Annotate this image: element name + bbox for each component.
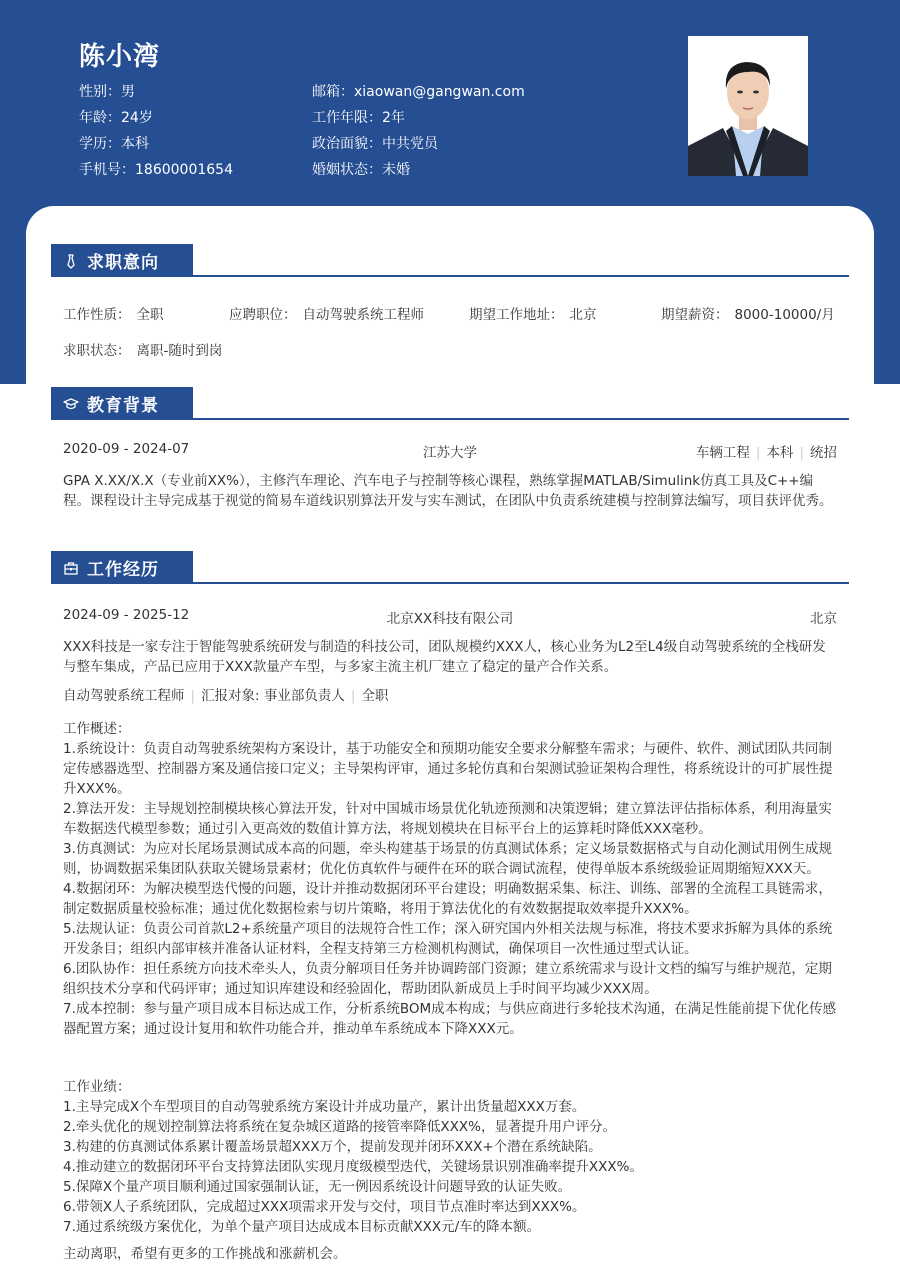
info-gender: 性别：男 xyxy=(79,84,135,100)
section-tab xyxy=(51,551,193,584)
overview-item: 5.法规认证：负责公司首款L2+系统量产项目的法规符合性工作；深入研究国内外相关法规与标准，将技术要求拆解为具体的系统开发条目；组织内部审核并准备认证材料，全程支持第三方检测机构测试，确保项目一次性通过型式认证。 xyxy=(63,921,833,957)
work-achievements xyxy=(63,1077,839,1237)
section-title: 求职意向 xyxy=(87,253,159,273)
section-title: 教育背景 xyxy=(87,396,159,416)
overview-item: 4.数据闭环：为解决模型迭代慢的问题，设计并推动数据闭环平台建设；明确数据采集、标注、训练、部署的全流程工具链需求，制定数据质量校验标准；通过优化数据检索与切片策略，将用于算法优化的有效数据提取效率提升XXX%。 xyxy=(63,881,832,917)
education-school: 江苏大学 xyxy=(423,445,477,461)
section-job-intention-header xyxy=(51,244,849,277)
field-job-type: 工作性质： 全职 xyxy=(63,307,164,323)
achievement-item: 7.通过系统级方案优化，为单个量产项目达成成本目标贡献XXX元/车的降本额。 xyxy=(63,1219,541,1235)
education-meta: 车辆工程 | 本科 | 统招 xyxy=(695,445,837,461)
overview-item: 1.系统设计：负责自动驾驶系统架构方案设计，基于功能安全和预期功能安全要求分解整车需求；与硬件、软件、测试团队共同制定传感器选型、控制器方案及通信接口定义；主导架构评审，通过多轮仿真和台架测试验证架构合理性，将系统设计的可扩展性提升XXX%。 xyxy=(63,741,833,797)
field-status: 求职状态： 离职-随时到岗 xyxy=(63,343,223,359)
work-company: 北京XX科技有限公司 xyxy=(386,611,514,627)
section-work-header xyxy=(51,551,849,584)
overview-title: 工作概述： xyxy=(63,721,131,737)
overview-item: 3.仿真测试：为应对长尾场景测试成本高的问题，牵头构建基于场景的仿真测试体系；定义场景数据格式与自动化测试用例生成规则，协调数据采集团队获取关键场景素材；优化仿真软件与硬件在环的联合调试流程，使得单版本系统级验证周期缩短XXX天。 xyxy=(63,841,832,877)
info-work-years: 工作年限：2年 xyxy=(312,110,405,126)
achievement-item: 3.构建的仿真测试体系累计覆盖场景超XXX万个，提前发现并闭环XXX+个潜在系统缺陷。 xyxy=(63,1139,602,1155)
achievement-item: 4.推动建立的数据闭环平台支持算法团队实现月度级模型迭代，关键场景识别准确率提升XXX%。 xyxy=(63,1159,643,1175)
info-education: 学历：本科 xyxy=(79,136,149,152)
overview-item: 7.成本控制：参与量产项目成本目标达成工作，分析系统BOM成本构成；与供应商进行多轮技术沟通，在满足性能前提下优化传感器配置方案；通过设计复用和软件功能合并，推动单车系统成本下降XXX元。 xyxy=(63,1001,837,1037)
section-tab xyxy=(51,244,193,277)
field-position: 应聘职位： 自动驾驶系统工程师 xyxy=(229,307,424,323)
info-email: 邮箱：xiaowan@gangwan.com xyxy=(312,84,525,100)
achievement-item: 5.保障X个量产项目顺利通过国家强制认证，无一例因系统设计问题导致的认证失败。 xyxy=(63,1179,572,1195)
achievement-item: 2.牵头优化的规划控制算法将系统在复杂城区道路的接管率降低XXX%，显著提升用户评分。 xyxy=(63,1119,616,1135)
company-description: XXX科技是一家专注于智能驾驶系统研发与制造的科技公司，团队规模约XXX人，核心业务为L2至L4级自动驾驶系统的全栈研发与整车集成，产品已应用于XXX款量产车型，与多家主流主机厂建立了稳定的量产合作关系。 xyxy=(63,639,826,675)
work-period: 2024-09 - 2025-12 xyxy=(63,607,190,623)
work-meta: 自动驾驶系统工程师 | 汇报对象: 事业部负责人 | 全职 xyxy=(63,688,389,704)
leave-reason: 主动离职，希望有更多的工作挑战和涨薪机会。 xyxy=(63,1246,347,1262)
field-location: 期望工作地址： 北京 xyxy=(469,307,597,323)
section-tab xyxy=(51,387,193,420)
achievements-title: 工作业绩： xyxy=(63,1079,131,1095)
personal-info-left xyxy=(79,79,233,183)
education-row xyxy=(63,441,837,461)
info-phone: 手机号：18600001654 xyxy=(79,162,233,178)
info-marital-status: 婚姻状态：未婚 xyxy=(312,162,410,178)
achievement-item: 1.主导完成X个车型项目的自动驾驶系统方案设计并成功量产，累计出货量超XXX万套。 xyxy=(63,1099,586,1115)
work-location: 北京 xyxy=(810,611,837,627)
candidate-name: 陈小湾 xyxy=(79,42,161,72)
achievement-item: 6.带领X人子系统团队，完成超过XXX项需求开发与交付，项目节点准时率达到XXX%。 xyxy=(63,1199,586,1215)
overview-item: 2.算法开发：主导规划控制模块核心算法开发，针对中国城市场景优化轨迹预测和决策逻辑；建立算法评估指标体系，利用海量实车数据迭代模型参数；通过引入更高效的数值计算方法，将规划模块在目标平台上的运算耗时降低XXX毫秒。 xyxy=(63,801,832,837)
education-period: 2020-09 - 2024-07 xyxy=(63,441,190,457)
personal-info-right xyxy=(312,79,525,183)
graduation-cap-icon xyxy=(63,396,79,412)
briefcase-icon xyxy=(63,560,79,576)
info-age: 年龄：24岁 xyxy=(79,110,153,126)
portrait-photo xyxy=(688,36,808,176)
work-row xyxy=(63,607,837,627)
tie-icon xyxy=(63,253,79,269)
section-education-header xyxy=(51,387,849,420)
info-political-status: 政治面貌：中共党员 xyxy=(312,136,438,152)
overview-item: 6.团队协作：担任系统方向技术牵头人，负责分解项目任务并协调跨部门资源；建立系统需求与设计文档的编写与维护规范，定期组织技术分享和代码评审；通过知识库建设和经验固化，帮助团队新成员上手时间平均减少XXX周。 xyxy=(63,961,832,997)
section-title: 工作经历 xyxy=(87,560,159,580)
field-salary: 期望薪资： 8000-10000/月 xyxy=(661,307,835,323)
education-description: GPA X.XX/X.X（专业前XX%），主修汽车理论、汽车电子与控制等核心课程，熟练掌握MATLAB/Simulink仿真工具及C++编程。课程设计主导完成基于视觉的简易车道线识别算法开发与实车测试，在团队中负责系统建模与控制算法编写，项目获评优秀。 xyxy=(63,473,833,509)
work-overview xyxy=(63,719,839,1039)
